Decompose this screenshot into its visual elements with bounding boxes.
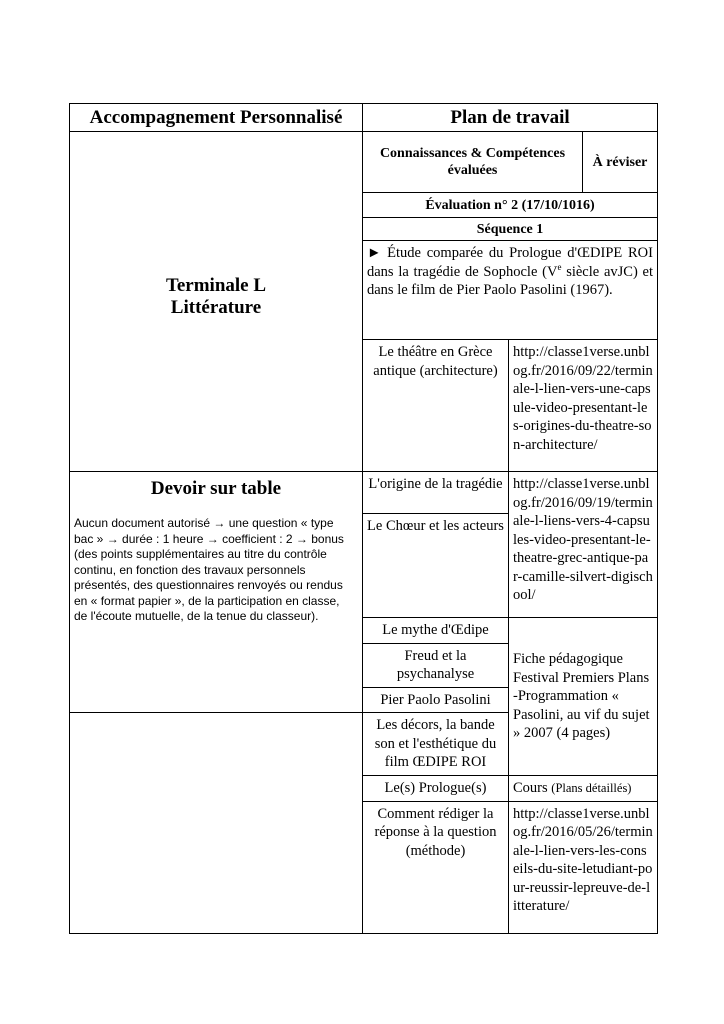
resource-link-3[interactable]: http://classe1verse.unblog.fr/2016/05/26/terminale-l-lien-vers-les-conseils-du-site-letudiant-pour-reussir-lepreuve-de-litterature/ bbox=[509, 801, 658, 933]
resource-fiche-pedagogique: Fiche pédagogique Festival Premiers Plans -Programmation « Pasolini, au vif du sujet » 2007 (4 pages) bbox=[509, 618, 658, 776]
skills-header: Connaissances & Compétences évaluées bbox=[363, 132, 583, 193]
topic-oedipus-myth: Le mythe d'Œdipe bbox=[363, 618, 509, 644]
sequence-label: Séquence 1 bbox=[363, 218, 658, 241]
topic-film-aesthetics: Les décors, la bande son et l'esthétique du film ŒDIPE ROI bbox=[363, 713, 509, 776]
study-text-b: siècle avJC) et dans le film de Pier Paolo Pasolini (1967). bbox=[367, 263, 653, 298]
class-info-cell bbox=[70, 132, 363, 472]
topic-greek-theatre: Le théâtre en Grèce antique (architecture) bbox=[363, 340, 509, 472]
left-empty-cell bbox=[70, 713, 363, 934]
class-level: Terminale L bbox=[165, 274, 267, 296]
resource-link-2[interactable]: http://classe1verse.unblog.fr/2016/09/19/terminale-l-liens-vers-4-capsules-video-presentant-le-theatre-grec-antique-par-camille-silvert-digischool/ bbox=[509, 472, 658, 618]
header-right-title: Plan de travail bbox=[363, 104, 658, 132]
exam-info-cell bbox=[70, 472, 363, 713]
header-left-title: Accompagnement Personnalisé bbox=[70, 104, 363, 132]
subject-name: Littérature bbox=[170, 296, 262, 318]
work-plan-table bbox=[69, 103, 658, 934]
review-header: À réviser bbox=[583, 132, 658, 193]
topic-tragedy-origin: L'origine de la tragédie bbox=[363, 472, 509, 514]
exam-title: Devoir sur table bbox=[150, 478, 282, 499]
study-superscript: e bbox=[557, 261, 562, 272]
topic-freud: Freud et la psychanalyse bbox=[363, 643, 509, 687]
topic-pasolini: Pier Paolo Pasolini bbox=[363, 687, 509, 713]
resource-course-label: Cours bbox=[513, 779, 548, 796]
topic-chorus-actors: Le Chœur et les acteurs bbox=[363, 514, 509, 618]
study-description bbox=[363, 241, 658, 340]
study-text-a: ► Étude comparée du Prologue d'ŒDIPE ROI dans la tragédie de Sophocle (V bbox=[367, 245, 653, 280]
resource-course-detail: (Plans détaillés) bbox=[551, 780, 632, 795]
topic-prologues: Le(s) Prologue(s) bbox=[363, 775, 509, 801]
topic-method: Comment rédiger la réponse à la question (méthode) bbox=[363, 801, 509, 933]
resource-course bbox=[509, 775, 658, 801]
exam-details: Aucun document autorisé → une question « type bac » → durée : 1 heure → coefficient : 2 → bonus (des points supplémentaires au titre du contrôle continu, en fonction des travaux personnels présentés, des questionnaires renvoyés ou rendus en « format papier », de la participation en classe, de l'écoute mutuelle, de la tenue du classeur). bbox=[74, 516, 344, 623]
resource-link-1[interactable]: http://classe1verse.unblog.fr/2016/09/22/terminale-l-lien-vers-une-capsule-video-presentant-les-origines-du-theatre-son-architecture/ bbox=[509, 340, 658, 472]
evaluation-label: Évaluation n° 2 (17/10/1016) bbox=[363, 193, 658, 218]
